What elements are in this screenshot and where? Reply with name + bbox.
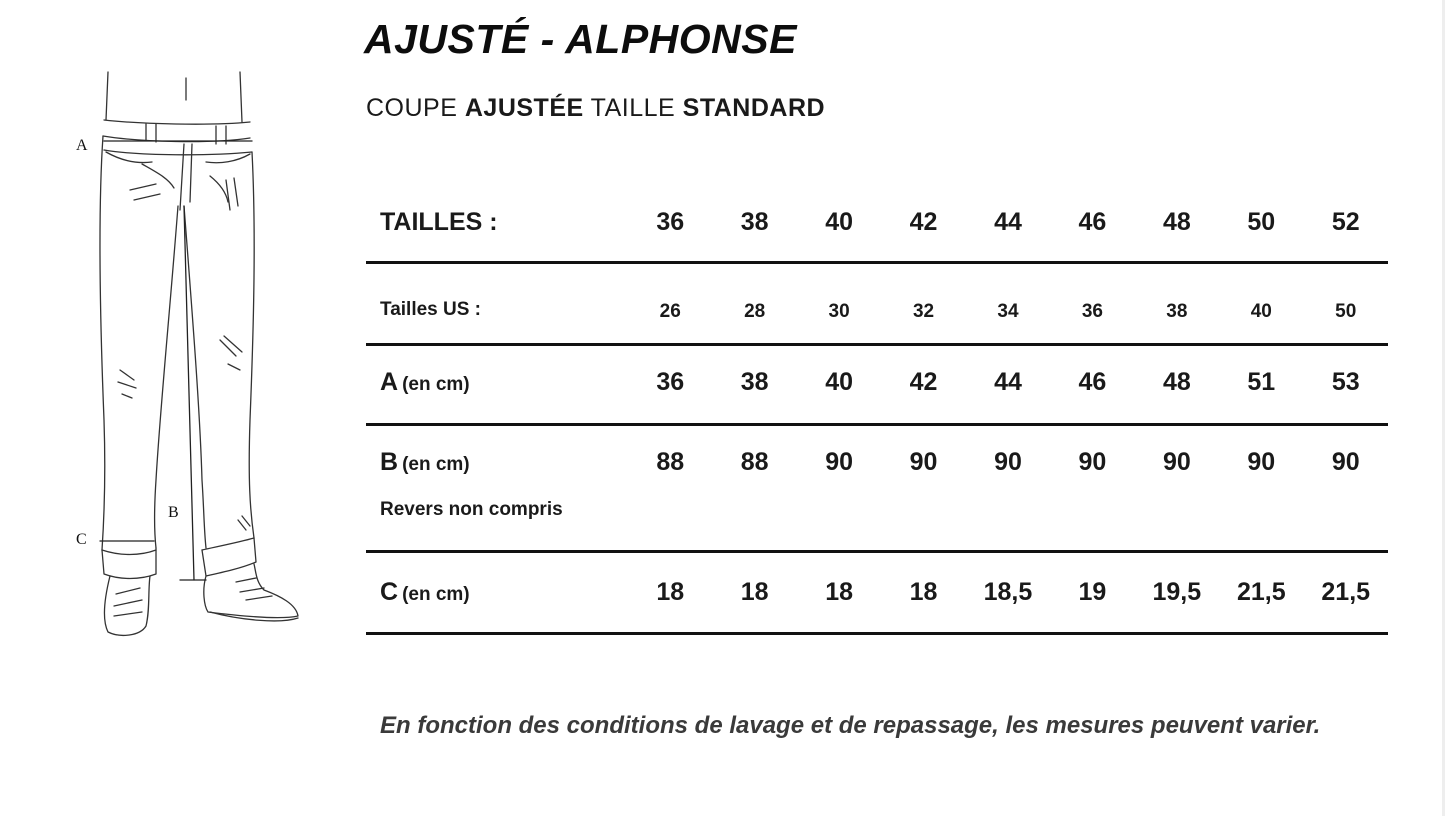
measure-cell: 18 [797, 551, 881, 633]
measure-cell: 42 [881, 344, 965, 424]
subtitle-part3: TAILLE [590, 94, 676, 122]
subtitle-part4: STANDARD [682, 94, 826, 122]
measurement-disclaimer: En fonction des conditions de lavage et de repassage, les mesures peuvent varier. [380, 712, 1321, 739]
label-b: B [168, 504, 179, 521]
measure-cell: 51 [1219, 344, 1303, 424]
size-cell: 50 [1219, 186, 1303, 262]
row-b-letter: B [380, 447, 399, 476]
measure-cell: 53 [1304, 344, 1389, 424]
size-cell: 48 [1135, 186, 1219, 262]
label-c: C [76, 531, 87, 548]
us-size-cell: 36 [1050, 262, 1134, 344]
us-size-cell: 32 [881, 262, 965, 344]
us-size-cell: 50 [1304, 262, 1389, 344]
subtitle-part1: COUPE [366, 94, 458, 122]
table-row-c [366, 551, 1388, 633]
us-size-cell: 26 [628, 262, 712, 344]
us-size-cell: 38 [1135, 262, 1219, 344]
table-row-b [366, 424, 1388, 551]
us-size-cell: 34 [966, 262, 1050, 344]
row-a-label [366, 344, 628, 424]
measure-cell: 90 [881, 424, 965, 551]
size-table [366, 186, 1388, 635]
size-cell: 38 [712, 186, 796, 262]
measure-cell: 40 [797, 344, 881, 424]
us-size-cell: 30 [797, 262, 881, 344]
measure-cell: 19,5 [1135, 551, 1219, 633]
size-cell: 40 [797, 186, 881, 262]
size-cell: 42 [881, 186, 965, 262]
measure-cell: 19 [1050, 551, 1134, 633]
fit-description [366, 94, 825, 123]
measure-cell: 18 [628, 551, 712, 633]
size-cell: 36 [628, 186, 712, 262]
measure-cell: 88 [628, 424, 712, 551]
size-cell: 44 [966, 186, 1050, 262]
row-a-letter: A [380, 367, 399, 396]
measure-cell: 21,5 [1219, 551, 1303, 633]
table-row-us-sizes [366, 262, 1388, 344]
us-sizes-label: Tailles US : [366, 262, 628, 344]
row-b-unit: (en cm) [402, 453, 470, 475]
measure-cell: 90 [1135, 424, 1219, 551]
measure-cell: 90 [966, 424, 1050, 551]
table-row-sizes [366, 186, 1388, 262]
trousers-illustration [60, 60, 320, 650]
trousers-drawing [60, 60, 320, 650]
measure-cell: 38 [712, 344, 796, 424]
row-b-label [366, 424, 628, 551]
table-row-a [366, 344, 1388, 424]
measure-cell: 18 [712, 551, 796, 633]
row-c-label [366, 551, 628, 633]
measure-cell: 18 [881, 551, 965, 633]
measure-cell: 18,5 [966, 551, 1050, 633]
label-a: A [76, 137, 88, 154]
us-size-cell: 28 [712, 262, 796, 344]
measure-cell: 21,5 [1304, 551, 1389, 633]
sizes-label: TAILLES : [366, 186, 628, 262]
measure-cell: 90 [1304, 424, 1389, 551]
row-c-letter: C [380, 577, 399, 606]
measure-cell: 88 [712, 424, 796, 551]
row-a-unit: (en cm) [402, 373, 470, 395]
us-size-cell: 40 [1219, 262, 1303, 344]
measure-cell: 36 [628, 344, 712, 424]
measure-cell: 90 [1050, 424, 1134, 551]
measure-cell: 90 [797, 424, 881, 551]
row-c-unit: (en cm) [402, 583, 470, 605]
subtitle-part2: AJUSTÉE [464, 94, 584, 122]
measure-cell: 90 [1219, 424, 1303, 551]
size-cell: 52 [1304, 186, 1389, 262]
measure-cell: 44 [966, 344, 1050, 424]
row-b-note: Revers non compris [380, 498, 563, 520]
measure-cell: 46 [1050, 344, 1134, 424]
measure-cell: 48 [1135, 344, 1219, 424]
page-title: AJUSTÉ - ALPHONSE [364, 16, 797, 62]
size-cell: 46 [1050, 186, 1134, 262]
